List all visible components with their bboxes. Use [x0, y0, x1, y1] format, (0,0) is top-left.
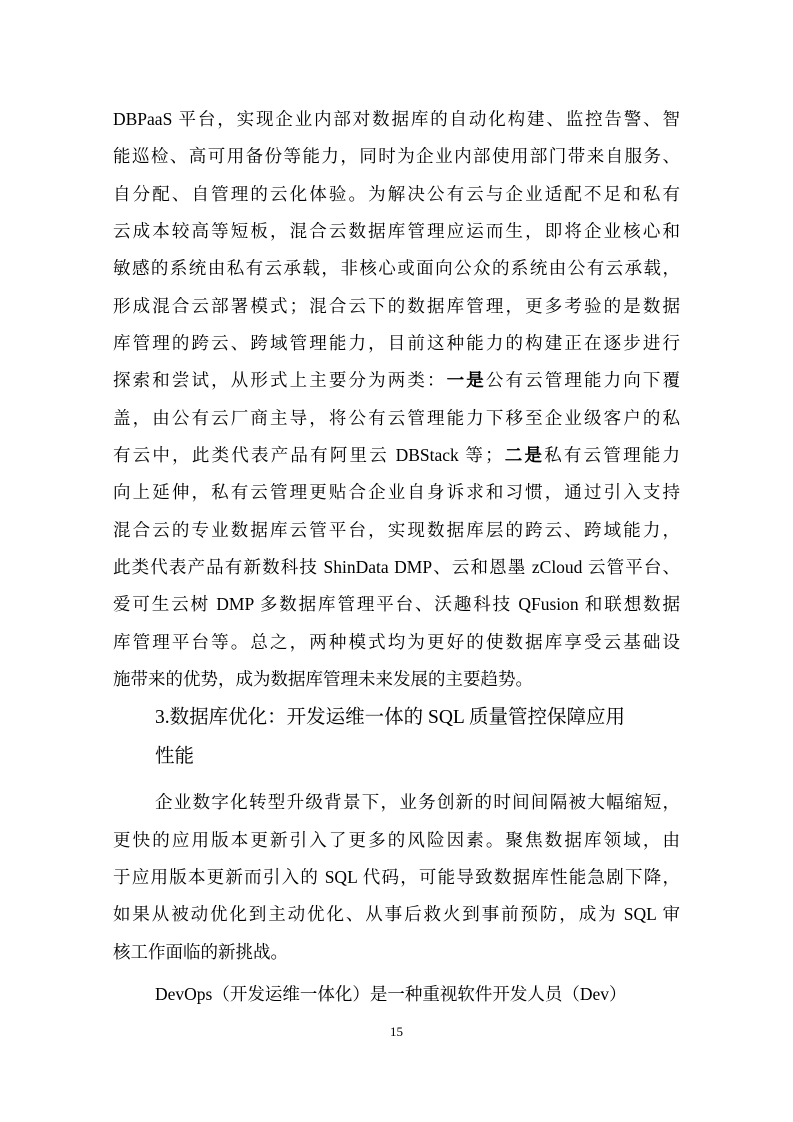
text-line [155, 698, 680, 737]
document-body [113, 101, 680, 1013]
text-line [113, 474, 680, 511]
text-run: 施带来的优势，成为数据库管理未来发展的主要趋势。 [113, 668, 533, 689]
page-number: 15 [390, 1024, 403, 1039]
text-line [113, 976, 680, 1013]
text-run: 核工作面临的新挑战。 [113, 941, 288, 962]
text-run: 混合云的专业数据库云管平台，实现数据库层的跨云、跨域能力， [113, 519, 680, 540]
para-sql-risk [113, 784, 680, 971]
text-line [113, 213, 680, 250]
text-line [113, 859, 680, 896]
text-run: DBPaaS 平台，实现企业内部对数据库的自动化构建、监控告警、智 [113, 109, 680, 129]
text-run: 如果从被动优化到主动优化、从事后救火到事前预防，成为 SQL 审 [113, 904, 680, 925]
text-run: 更快的应用版本更新引入了更多的风险因素。聚焦数据库领域，由 [113, 829, 680, 850]
text-run: 爱可生云树 DMP 多数据库管理平台、沃趣科技 QFusion 和联想数据 [113, 594, 680, 615]
text-line [155, 737, 680, 776]
text-line [113, 661, 680, 698]
text-line [113, 325, 680, 362]
text-line [113, 362, 680, 399]
para-devops [113, 976, 680, 1013]
text-line [113, 822, 680, 859]
text-line [113, 549, 680, 586]
text-line [113, 250, 680, 287]
text-run: 能巡检、高可用备份等能力，同时为企业内部使用部门带来自服务、 [113, 146, 680, 167]
text-run: 向上延伸，私有云管理更贴合企业自身诉求和习惯，通过引入支持 [113, 482, 680, 503]
text-line [113, 176, 680, 213]
text-line [113, 101, 680, 138]
text-run: 库管理平台等。总之，两种模式均为更好的使数据库享受云基础设 [113, 631, 680, 652]
text-run: 有云中，此类代表产品有阿里云 DBStack 等； [113, 444, 503, 465]
text-line [113, 512, 680, 549]
text-run: 企业数字化转型升级背景下，业务创新的时间间隔被大幅缩短， [155, 792, 680, 813]
text-run: 云成本较高等短板，混合云数据库管理应运而生，即将企业核心和 [113, 220, 680, 241]
page-footer [0, 1022, 793, 1042]
para-hybrid-cloud-db [113, 101, 680, 698]
heading-db-optimization [113, 698, 680, 776]
text-run: 公有云管理能力向下覆 [485, 370, 680, 391]
text-line [113, 896, 680, 933]
text-line [113, 784, 680, 821]
text-run: 性能 [155, 746, 195, 768]
text-run: 此类代表产品有新数科技 ShinData DMP、云和恩墨 zCloud 云管平台、 [113, 556, 680, 577]
text-line [113, 400, 680, 437]
text-run: 3.数据库优化：开发运维一体的 SQL 质量管控保障应用 [155, 707, 625, 729]
text-line [113, 288, 680, 325]
text-run: 敏感的系统由私有云承载，非核心或面向公众的系统由公有云承载， [113, 258, 680, 279]
text-run: DevOps（开发运维一体化）是一种重视软件开发人员（Dev） [155, 983, 627, 1004]
bold-text: 一是 [446, 370, 486, 391]
text-run: 盖，由公有云厂商主导，将公有云管理能力下移至企业级客户的私 [113, 407, 680, 428]
text-run: 形成混合云部署模式；混合云下的数据库管理，更多考验的是数据 [113, 295, 680, 316]
text-run: 于应用版本更新而引入的 SQL 代码，可能导致数据库性能急剧下降， [113, 866, 680, 887]
text-line [113, 437, 680, 474]
text-run: 私有云管理能力 [544, 444, 680, 465]
text-line [113, 138, 680, 175]
text-line [113, 624, 680, 661]
text-run: 库管理的跨云、跨域管理能力，目前这种能力的构建正在逐步进行 [113, 332, 680, 353]
text-run: 探索和尝试，从形式上主要分为两类： [113, 370, 447, 391]
text-line [113, 586, 680, 623]
bold-text: 二是 [502, 444, 545, 465]
text-line [113, 934, 680, 971]
text-run: 自分配、自管理的云化体验。为解决公有云与企业适配不足和私有 [113, 183, 680, 204]
